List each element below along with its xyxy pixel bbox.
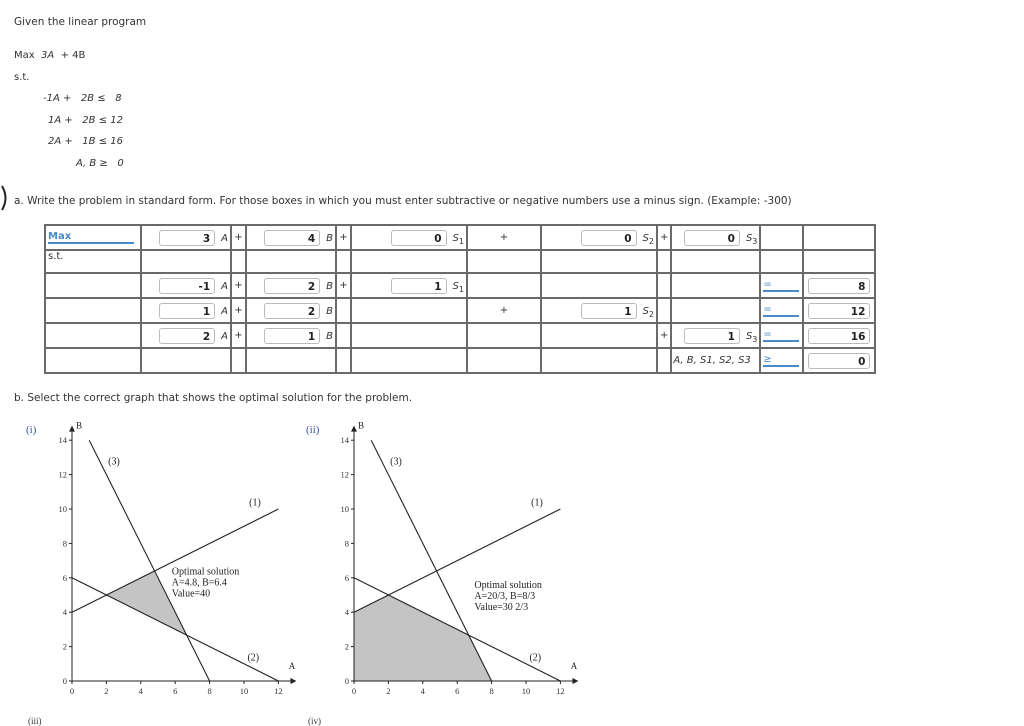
table-cell bbox=[671, 298, 760, 323]
variable-label: $S_3$ bbox=[745, 232, 758, 246]
table-cell bbox=[336, 273, 351, 298]
x-tick-label: 8 bbox=[207, 686, 212, 696]
constraint-label: (1) bbox=[531, 497, 543, 509]
coefficient-input[interactable]: 16 bbox=[808, 328, 870, 344]
max-word: Max bbox=[14, 50, 42, 61]
variable-label: $S_2$ bbox=[642, 232, 654, 246]
table-cell bbox=[231, 298, 246, 323]
constraint: -1A + 2B ≤ 8 bbox=[43, 93, 122, 104]
x-arrow-icon bbox=[572, 678, 578, 684]
constraint-label: (1) bbox=[249, 497, 261, 509]
constraint: 2A + 1B ≤ 16 bbox=[48, 136, 123, 147]
table-cell bbox=[141, 323, 231, 348]
y-tick-label: 12 bbox=[340, 469, 349, 480]
variable-label: $S_1$ bbox=[452, 280, 464, 294]
x-tick-label: 4 bbox=[420, 686, 425, 696]
part-b-instructions: b. Select the correct graph that shows the optimal solution for the problem. bbox=[14, 392, 413, 404]
table-cell bbox=[141, 348, 231, 373]
coefficient-input[interactable]: 4 bbox=[264, 230, 320, 246]
table-row bbox=[45, 323, 875, 348]
table-row bbox=[45, 250, 875, 273]
coefficient-input[interactable]: 1 bbox=[391, 278, 447, 294]
table-cell bbox=[760, 298, 803, 323]
y-tick-label: 10 bbox=[340, 504, 349, 514]
x-tick-label: 12 bbox=[556, 686, 565, 696]
table-cell bbox=[541, 250, 657, 273]
table-cell bbox=[45, 273, 141, 298]
y-tick-label: 8 bbox=[344, 538, 349, 549]
plus-sign: + bbox=[339, 280, 348, 291]
y-axis-label: B bbox=[76, 420, 83, 431]
variable-label: B bbox=[326, 330, 333, 342]
y-tick-label: 6 bbox=[62, 572, 67, 583]
table-row bbox=[45, 298, 875, 323]
table-cell bbox=[760, 348, 803, 373]
plus-sign: + bbox=[499, 305, 509, 316]
obj-term: 3A bbox=[41, 50, 55, 61]
coefficient-input[interactable]: 12 bbox=[808, 303, 870, 319]
table-cell bbox=[351, 323, 467, 348]
plus-sign: + bbox=[660, 232, 669, 243]
variable-label: A bbox=[221, 280, 228, 292]
table-cell bbox=[141, 273, 231, 298]
table-cell bbox=[141, 225, 231, 250]
y-tick-label: 10 bbox=[58, 504, 67, 514]
coefficient-input[interactable]: 1 bbox=[159, 303, 215, 319]
coefficient-input[interactable]: 0 bbox=[808, 353, 870, 369]
coefficient-input[interactable]: 2 bbox=[159, 328, 215, 344]
table-row bbox=[45, 348, 875, 373]
table-cell bbox=[336, 348, 351, 373]
constraint-label: (2) bbox=[529, 652, 542, 664]
relation-select[interactable]: = bbox=[763, 329, 799, 342]
plus-sign: + bbox=[234, 280, 243, 291]
constraint-line bbox=[89, 440, 209, 681]
table-cell bbox=[760, 273, 803, 298]
table-cell bbox=[141, 250, 231, 273]
table-cell bbox=[803, 348, 875, 373]
x-tick-label: 0 bbox=[351, 686, 357, 696]
y-tick-label: 14 bbox=[58, 435, 67, 446]
table-cell bbox=[671, 348, 760, 373]
table-cell bbox=[467, 323, 541, 348]
table-cell bbox=[541, 298, 657, 323]
table-cell bbox=[467, 225, 541, 250]
table-cell bbox=[231, 348, 246, 373]
y-axis-label: B bbox=[358, 420, 365, 431]
graph-id-label: (i) bbox=[26, 424, 37, 436]
table-cell bbox=[351, 273, 467, 298]
coefficient-input[interactable]: 2 bbox=[264, 303, 320, 319]
x-arrow-icon bbox=[290, 678, 296, 684]
table-cell bbox=[467, 348, 541, 373]
table-cell bbox=[141, 298, 231, 323]
table-cell bbox=[541, 348, 657, 373]
plus-sign: + bbox=[234, 330, 243, 341]
table-cell bbox=[541, 225, 657, 250]
x-tick-label: 10 bbox=[521, 686, 531, 696]
plus-sign: + bbox=[234, 232, 243, 243]
coefficient-input[interactable]: 0 bbox=[684, 230, 740, 246]
coefficient-input[interactable]: 8 bbox=[808, 278, 870, 294]
table-cell bbox=[657, 348, 671, 373]
coefficient-input[interactable]: 0 bbox=[581, 230, 637, 246]
y-tick-label: 4 bbox=[62, 607, 67, 618]
variable-label: $S_2$ bbox=[642, 305, 654, 319]
nonneg-variables: A, B, S1, S2, S3 bbox=[673, 355, 751, 366]
obj-term: + 4B bbox=[54, 50, 86, 61]
table-cell bbox=[803, 273, 875, 298]
table-cell bbox=[803, 250, 875, 273]
table-cell bbox=[671, 225, 760, 250]
part-a-instructions: a. Write the problem in standard form. For those boxes in which you must enter subtractive or negative numbers use a minus sign. (Example: -300) bbox=[14, 195, 792, 207]
optimal-solution-annotation: A=20/3, B=8/3 bbox=[474, 591, 536, 603]
x-tick-label: 4 bbox=[138, 686, 143, 696]
x-tick-label: 6 bbox=[173, 686, 178, 696]
objective bbox=[14, 50, 124, 72]
table-cell bbox=[760, 323, 803, 348]
table-cell bbox=[246, 323, 336, 348]
table-cell bbox=[541, 323, 657, 348]
y-tick-label: 12 bbox=[58, 469, 67, 480]
table-cell bbox=[671, 273, 760, 298]
x-tick-label: 8 bbox=[489, 686, 494, 696]
variable-label: B bbox=[326, 305, 333, 317]
table-cell bbox=[803, 298, 875, 323]
optimal-solution-annotation: Optimal solution bbox=[171, 566, 240, 578]
table-cell bbox=[45, 298, 141, 323]
coefficient-input[interactable]: 1 bbox=[264, 328, 320, 344]
table-cell bbox=[671, 250, 760, 273]
constraint-label: (2) bbox=[247, 652, 260, 664]
table-row bbox=[45, 273, 875, 298]
bracket-icon bbox=[0, 185, 12, 211]
table-cell bbox=[45, 323, 141, 348]
table-cell bbox=[231, 323, 246, 348]
table-cell bbox=[351, 250, 467, 273]
graph-option-iv-label[interactable]: (iv) bbox=[308, 716, 321, 726]
table-cell bbox=[336, 250, 351, 273]
table-cell bbox=[467, 273, 541, 298]
plus-sign: + bbox=[499, 232, 509, 243]
x-tick-label: 2 bbox=[104, 686, 109, 696]
table-cell bbox=[657, 225, 671, 250]
plus-sign: + bbox=[339, 232, 348, 243]
table-cell bbox=[246, 225, 336, 250]
variable-label: $S_3$ bbox=[745, 330, 758, 344]
table-cell bbox=[231, 250, 246, 273]
table-cell bbox=[45, 225, 141, 250]
y-tick-label: 14 bbox=[340, 435, 349, 446]
x-tick-label: 10 bbox=[239, 686, 249, 696]
graph-option-iii-label[interactable]: (iii) bbox=[28, 716, 42, 726]
table-cell bbox=[657, 250, 671, 273]
coefficient-input[interactable]: 3 bbox=[159, 230, 215, 246]
table-cell bbox=[336, 225, 351, 250]
table-cell bbox=[246, 348, 336, 373]
table-cell bbox=[803, 225, 875, 250]
y-tick-label: 2 bbox=[344, 641, 349, 652]
graph-option-ii[interactable] bbox=[300, 418, 590, 708]
st-label: s.t. bbox=[48, 251, 64, 262]
table-cell bbox=[657, 323, 671, 348]
table-cell bbox=[351, 298, 467, 323]
graph-option-i[interactable] bbox=[20, 418, 300, 708]
constraint: A, B ≥ 0 bbox=[76, 157, 124, 169]
x-tick-label: 2 bbox=[386, 686, 391, 696]
constraint-label: (3) bbox=[108, 456, 120, 468]
linear-program bbox=[14, 50, 124, 179]
y-tick-label: 8 bbox=[62, 538, 67, 549]
table-cell bbox=[467, 250, 541, 273]
y-tick-label: 0 bbox=[344, 676, 349, 686]
y-tick-label: 4 bbox=[344, 607, 349, 618]
coefficient-input[interactable]: -1 bbox=[159, 278, 215, 294]
table-cell bbox=[351, 225, 467, 250]
objective-type-select[interactable]: Max bbox=[48, 231, 134, 244]
constraint-label: (3) bbox=[390, 456, 402, 468]
variable-label: $S_1$ bbox=[452, 232, 464, 246]
table-cell bbox=[671, 323, 760, 348]
variable-label: B bbox=[326, 232, 333, 244]
standard-form-table bbox=[44, 224, 876, 374]
table-cell bbox=[45, 250, 141, 273]
relation-select[interactable]: = bbox=[763, 304, 799, 317]
y-arrow-icon bbox=[69, 426, 75, 432]
plus-sign: + bbox=[234, 305, 243, 316]
variable-label: A bbox=[221, 305, 228, 317]
table-cell bbox=[541, 273, 657, 298]
table-cell bbox=[351, 348, 467, 373]
relation-select[interactable]: ≥ bbox=[763, 354, 799, 367]
coefficient-input[interactable]: 1 bbox=[684, 328, 740, 344]
intro-text: Given the linear program bbox=[14, 16, 147, 28]
constraint: 1A + 2B ≤ 12 bbox=[48, 114, 123, 126]
table-cell bbox=[246, 298, 336, 323]
x-tick-label: 12 bbox=[274, 686, 283, 696]
relation-select[interactable]: = bbox=[763, 279, 799, 292]
table-cell bbox=[760, 250, 803, 273]
table-cell bbox=[246, 273, 336, 298]
x-tick-label: 0 bbox=[69, 686, 75, 696]
st-label: s.t. bbox=[14, 71, 30, 83]
y-arrow-icon bbox=[351, 426, 357, 432]
graph-id-label: (ii) bbox=[306, 424, 320, 436]
coefficient-input[interactable]: 1 bbox=[581, 303, 637, 319]
table-cell bbox=[231, 225, 246, 250]
table-cell bbox=[467, 298, 541, 323]
table-cell bbox=[803, 323, 875, 348]
coefficient-input[interactable]: 2 bbox=[264, 278, 320, 294]
table-cell bbox=[760, 225, 803, 250]
y-tick-label: 6 bbox=[344, 572, 349, 583]
table-cell bbox=[657, 298, 671, 323]
optimal-solution-annotation: A=4.8, B=6.4 bbox=[171, 577, 227, 589]
x-axis-label: A bbox=[570, 661, 578, 671]
table-cell bbox=[336, 298, 351, 323]
optimal-solution-annotation: Optimal solution bbox=[474, 580, 542, 592]
x-tick-label: 6 bbox=[455, 686, 460, 696]
table-cell bbox=[231, 273, 246, 298]
y-tick-label: 2 bbox=[62, 641, 67, 652]
y-tick-label: 0 bbox=[62, 676, 67, 686]
variable-label: A bbox=[221, 330, 228, 342]
table-row bbox=[45, 225, 875, 250]
variable-label: B bbox=[326, 280, 333, 292]
table-cell bbox=[45, 348, 141, 373]
plus-sign: + bbox=[660, 330, 669, 341]
table-cell bbox=[657, 273, 671, 298]
optimal-solution-annotation: Value=30 2/3 bbox=[474, 602, 529, 614]
coefficient-input[interactable]: 0 bbox=[391, 230, 447, 246]
table-cell bbox=[336, 323, 351, 348]
optimal-solution-annotation: Value=40 bbox=[171, 588, 211, 600]
feasible-region bbox=[354, 595, 492, 681]
x-axis-label: A bbox=[288, 661, 296, 671]
table-cell bbox=[246, 250, 336, 273]
variable-label: A bbox=[221, 232, 228, 244]
